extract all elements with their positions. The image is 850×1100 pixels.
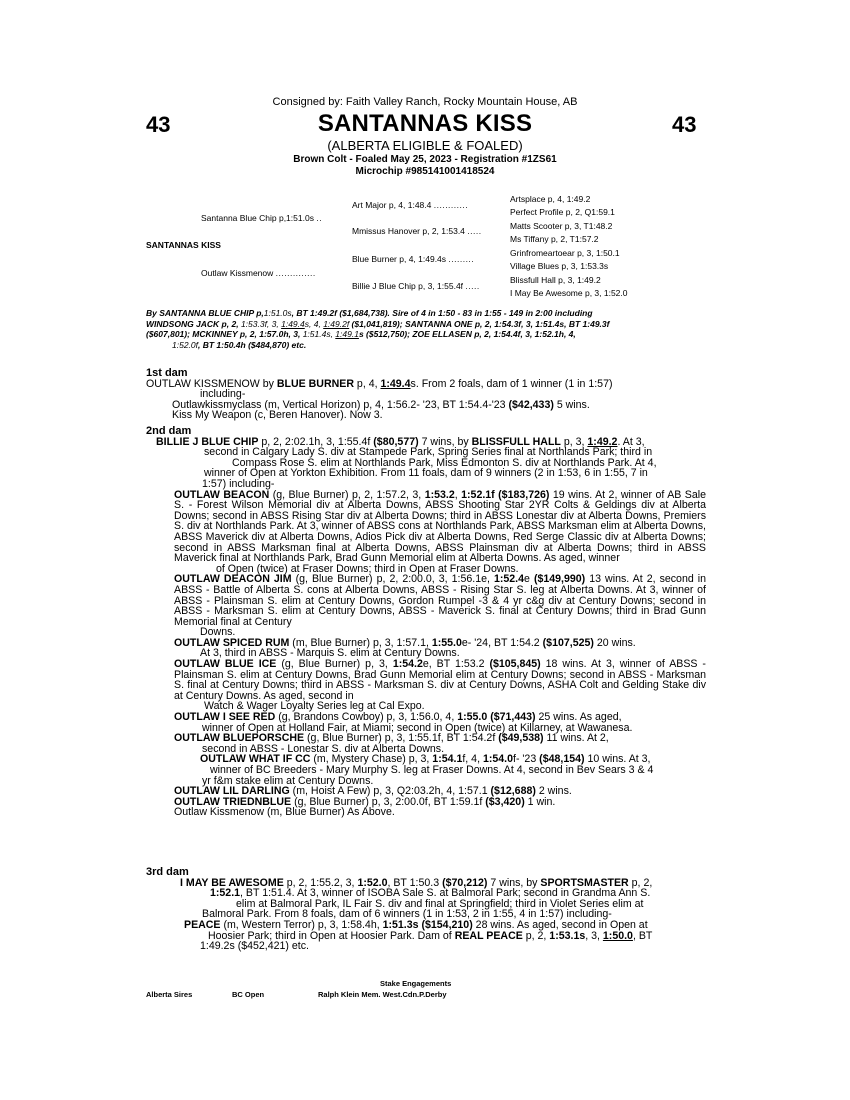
first-dam-foal: Kiss My Weapon (c, Beren Hanover). Now 3.	[172, 409, 383, 422]
pedigree-dam-sire: Blue Burner p, 4, 1:49.4s .........	[352, 254, 475, 264]
third-dam-header: 3rd dam	[146, 866, 189, 878]
pedigree-ggen: Artsplace p, 4, 1:49.2	[510, 194, 591, 204]
consignor-line: Consigned by: Faith Valley Ranch, Rocky Mountain House, AB	[272, 96, 578, 108]
foal-entry-text: of Open (twice) at Fraser Downs; third in Open at Fraser Downs.	[216, 562, 519, 575]
foal-entry-text: second in ABSS - Lonestar S. div at Alberta Downs.	[202, 742, 445, 755]
second-dam-text: 1:57) including-	[202, 477, 275, 490]
second-dam-line: BILLIE J BLUE CHIP p, 2, 2:02.1h, 3, 1:55.4f ($80,577) 7 wins, by BLISSFULL HALL p, 3, 1:49.2. At 3,	[156, 435, 645, 448]
pedigree-sire: Santanna Blue Chip p,1:51.0s ..	[201, 213, 323, 223]
stake-engagement: Alberta Sires	[146, 990, 193, 999]
third-dam-text: 1:52.1, BT 1:51.4. At 3, winner of ISOBA Sale S. at Balmoral Park; second in Grandma Ann S.	[210, 887, 651, 900]
second-dam-text: winner of Open at Yorkton Exhibition. From 11 foals, dam of 9 winners (2 in 1:53, 6 in 1:55, 7 in	[204, 467, 648, 480]
pedigree-dam: Outlaw Kissmenow ..............	[201, 268, 316, 278]
first-dam-including: including-	[200, 388, 246, 401]
foal-entry-text: At 3, third in ABSS - Marquis S. elim at Century Downs.	[200, 647, 460, 660]
pedigree-ggen: Matts Scooter p, 3, T1:48.2	[510, 221, 613, 231]
second-dam-section	[146, 426, 706, 818]
foal-entry-text: yr f&m stake elim at Century Downs.	[202, 774, 374, 787]
stake-engagement: Ralph Klein Mem. West.Cdn.P.Derby	[318, 990, 447, 999]
foal-entry: OUTLAW BLUEPORSCHE (g, Blue Burner) p, 3, 1:55.1f, BT 1:54.2f ($49,538) 11 wins. At 2,	[174, 732, 609, 745]
eligibility-line: (ALBERTA ELIGIBLE & FOALED)	[327, 138, 523, 153]
third-dam-section	[146, 867, 706, 952]
third-dam-line: I MAY BE AWESOME p, 2, 1:55.2, 3, 1:52.0, BT 1:50.3 ($70,212) 7 wins, by SPORTSMASTER p, 2,	[180, 876, 653, 889]
foal-entry: OUTLAW BLUE ICE (g, Blue Burner) p, 3, 1:54.2e, BT 1:53.2 ($105,845) 18 wins. At 3, winner of ABSS - Plainsman S. elim at Century Downs, Brad Gunn Memorial elim at Century Downs; second in ABSS - Marksman S. final at Century Downs; third in ABSS - Marksman S. div at Century Downs, ASHA Colt and Gelding Stake div at Century Downs. As aged, second in	[174, 658, 706, 702]
pedigree-ggen: Ms Tiffany p, 2, T1:57.2	[510, 234, 599, 244]
pedigree-ggen: Village Blues p, 3, 1:53.3s	[510, 261, 609, 271]
foal-entry: OUTLAW LIL DARLING (m, Hoist A Few) p, 3, Q2:03.2h, 4, 1:57.1 ($12,688) 2 wins.	[174, 785, 572, 798]
foal-entry: PEACE (m, Western Terror) p, 3, 1:58.4h, 1:51.3s ($154,210) 28 wins. As aged, second in Open at	[184, 918, 648, 931]
third-dam-text: Balmoral Park. From 8 foals, dam of 6 winners (1 in 1:53, 2 in 1:55, 4 in 1:57) including-	[202, 908, 612, 921]
foal-entry: OUTLAW SPICED RUM (m, Blue Burner) p, 3, 1:57.1, 1:55.0e- '24, BT 1:54.2 ($107,525) 20 wins.	[174, 636, 636, 649]
foal-entry-text: Downs.	[200, 626, 236, 639]
sire-summary: By SANTANNA BLUE CHIP p,1:51.0s, BT 1:49.2f ($1,684,738). Sire of 4 in 1:50 - 83 in 1:55 - 149 in 2:00 including WINDSONG JACK p, 2, 1:53.3f, 3, 1:49.4s, 4, 1:49.2f ($1,041,819); SANTANNA ONE p, 2, 1:54.3f, 3, 1:51.4s, BT 1:49.3f ($607,801); MCKINNEY p, 2, 1:57.0h, 3, 1:51.4s, 1:49.1s ($512,750); ZOE ELLASEN p, 2, 1:54.4f, 3, 1:52.1h, 4, 1:52.0f, BT 1:50.4h ($484,870) etc.	[146, 308, 610, 350]
foal-entry: OUTLAW TRIEDNBLUE (g, Blue Burner) p, 3, 2:00.0f, BT 1:59.1f ($3,420) 1 win.	[174, 795, 556, 808]
stake-engagements-title: Stake Engagements	[380, 979, 452, 988]
foal-entry: OUTLAW I SEE RED (g, Brandons Cowboy) p, 3, 1:56.0, 4, 1:55.0 ($71,443) 25 wins. As aged,	[174, 711, 622, 724]
horse-name: SANTANNAS KISS	[317, 110, 533, 137]
foal-entry-text: 1:49.2s ($452,421) etc.	[200, 940, 309, 953]
pedigree-ggen: Grinfromeartoear p, 3, 1:50.1	[510, 248, 620, 258]
lot-number-left: 43	[146, 112, 171, 137]
horse-description: Brown Colt - Foaled May 25, 2023 - Registration #1ZS61	[293, 154, 557, 165]
pedigree-sire-dam: Mmissus Hanover p, 2, 1:53.4 .....	[352, 226, 482, 236]
foal-entry: OUTLAW WHAT IF CC (m, Mystery Chase) p, 3, 1:54.1f, 4, 1:54.0f- '23 ($48,154) 10 wins. At 3,	[200, 753, 651, 766]
first-dam-foal: Outlawkissmyclass (m, Vertical Horizon) p, 4, 1:56.2- '23, BT 1:54.4-'23 ($42,433) 5 wins.	[172, 398, 590, 411]
first-dam-header: 1st dam	[146, 367, 188, 379]
second-dam-text: second in Calgary Lady S. div at Stampede Park, Spring Series final at Northlands Park; third in	[204, 446, 653, 459]
pedigree-ggen: Perfect Profile p, 2, Q1:59.1	[510, 207, 615, 217]
foal-entry-text: winner of Open at Holland Fair, at Miami; second in Open (twice) at Killarney, at Wawanesa.	[202, 721, 633, 734]
foal-entry-text: Hoosier Park; third in Open at Hoosier Park. Dam of REAL PEACE p, 2, 1:53.1s, 3, 1:50.0, BT	[208, 929, 653, 942]
first-dam-line: OUTLAW KISSMENOW by BLUE BURNER p, 4, 1:49.4s. From 2 foals, dam of 1 winner (1 in 1:57)	[146, 377, 613, 390]
first-dam-section	[146, 368, 706, 421]
pedigree-ggen: I May Be Awesome p, 3, 1:52.0	[510, 288, 628, 298]
second-dam-header: 2nd dam	[146, 425, 192, 437]
foal-entry: OUTLAW BEACON (g, Blue Burner) p, 2, 1:57.2, 3, 1:53.2, 1:52.1f ($183,726) 19 wins. At 2, winner of AB Sale S. - Forest Wilson Memorial div at Alberta Downs, ABSS Shooting Star 2YR Colts & Geldings div at Alberta Downs; second in ABSS Rising Star div at Alberta Downs; third in ABSS Lonestar div at Alberta Downs, Premiers S. div at Northlands Park. At 3, winner of ABSS cons at Northlands Park, ABSS Marksman elim at Alberta Downs, ABSS Maverick div at Alberta Downs, Adios Pick div at Alberta Downs, Red Serge Classic div at Alberta Downs; second in ABSS Marksman final at Alberta Downs, ABSS Plainsman div at Alberta Downs; third in ABSS Maverick final at Northlands Park, Brad Gunn Memorial elim at Alberta Downs. As aged, winner	[174, 488, 706, 565]
foal-entry-text: Watch & Wager Loyalty Series leg at Cal Expo.	[204, 700, 425, 713]
lot-number-right: 43	[672, 112, 697, 137]
foal-entry: Outlaw Kissmenow (m, Blue Burner) As Above.	[174, 806, 395, 819]
stake-engagement: BC Open	[232, 990, 265, 999]
pedigree-dam-dam: Billie J Blue Chip p, 3, 1:55.4f .....	[352, 281, 480, 291]
microchip-line: Microchip #985141001418524	[355, 166, 495, 177]
pedigree-ggen: Blissfull Hall p, 3, 1:49.2	[510, 275, 601, 285]
third-dam-text: elim at Balmoral Park, IL Fair S. div and final at Springfield; third in Violet Series elim at	[236, 897, 644, 910]
pedigree-sire-sire: Art Major p, 4, 1:48.4 ............	[352, 200, 469, 210]
foal-entry: OUTLAW DEACON JIM (g, Blue Burner) p, 2, 2:00.0, 3, 1:56.1e, 1:52.4e ($149,990) 13 wins. At 2, second in ABSS - Battle of Alberta S. cons at Alberta Downs, ABSS - Rising Star S. leg at Alberta Downs. At 3, winner of ABSS - Plainsman S. elim at Century Downs, Gordon Rumpel -3 & 4 yr c&g div at Century Downs; second in ABSS - Marksman S. elim at Century Downs, ABSS - Maverick S. final at Century Downs; third in Brad Gunn Memorial final at Century	[174, 573, 707, 628]
foal-entry-text: winner of BC Breeders - Mary Murphy S. leg at Fraser Downs. At 4, second in Bev Sears 3 & 4	[210, 764, 654, 776]
pedigree-subject: SANTANNAS KISS	[146, 240, 221, 250]
second-dam-text: Compass Rose S. elim at Northlands Park, Miss Edmonton S. div at Northlands Park. At 4,	[232, 456, 657, 469]
